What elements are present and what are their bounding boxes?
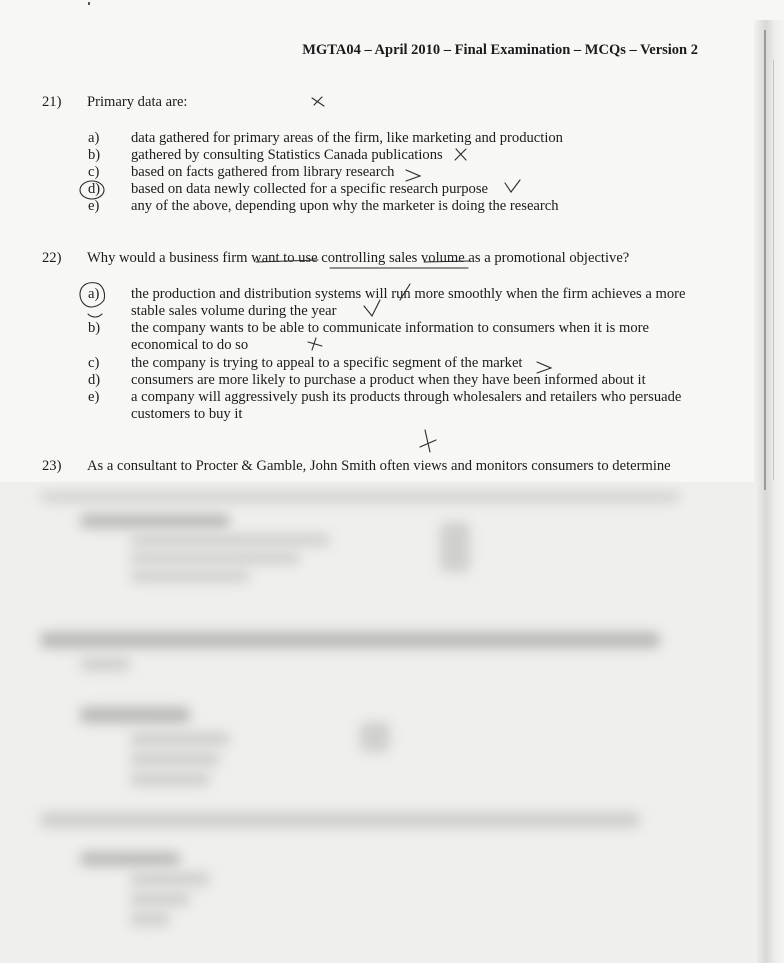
- option-letter: d): [88, 372, 101, 388]
- scan-speck: [88, 2, 90, 5]
- option-letter: e): [88, 389, 100, 405]
- option-text: the production and distribution systems will run more smoothly when the firm achieves a more stable sales volume during the year: [131, 286, 686, 319]
- scan-edge-line: [764, 30, 766, 490]
- option-letter: d): [88, 181, 101, 197]
- blurred-content: [0, 482, 784, 963]
- scan-edge: [754, 20, 784, 963]
- option-letter: b): [88, 320, 101, 336]
- option-text: based on data newly collected for a specific research purpose: [131, 181, 488, 197]
- option-text: data gathered for primary areas of the firm, like marketing and production: [131, 130, 563, 146]
- option-letter: e): [88, 198, 100, 214]
- scan-edge-line: [773, 60, 774, 480]
- option-letter: a): [88, 130, 100, 146]
- answer-circle-tail: [88, 314, 102, 317]
- option-text: the company wants to be able to communicate information to consumers when it is more economical to do so: [131, 320, 649, 353]
- option-text: the company is trying to appeal to a specific segment of the market: [131, 355, 523, 371]
- cross-mark-icon: [420, 430, 436, 452]
- question-number: 23): [42, 458, 62, 474]
- option-letter: c): [88, 164, 100, 180]
- option-text: gathered by consulting Statistics Canada publications: [131, 147, 443, 163]
- question-text: Why would a business firm want to use controlling sales volume as a promotional objective?: [87, 250, 630, 266]
- page-header: MGTA04 – April 2010 – Final Examination – MCQs – Version 2: [302, 42, 698, 58]
- option-letter: c): [88, 355, 100, 371]
- option-letter: b): [88, 147, 101, 163]
- question-number: 21): [42, 94, 62, 110]
- option-text: any of the above, depending upon why the marketer is doing the research: [131, 198, 559, 214]
- option-letter: a): [88, 286, 100, 302]
- question-text: As a consultant to Procter & Gamble, John Smith often views and monitors consumers to determine: [87, 458, 671, 474]
- option-text: based on facts gathered from library research: [131, 164, 395, 180]
- option-text: consumers are more likely to purchase a product when they have been informed about it: [131, 372, 646, 388]
- question-number: 22): [42, 250, 62, 266]
- question-text: Primary data are:: [87, 94, 188, 110]
- option-text: a company will aggressively push its products through wholesalers and retailers who persuade customers to buy it: [131, 389, 682, 422]
